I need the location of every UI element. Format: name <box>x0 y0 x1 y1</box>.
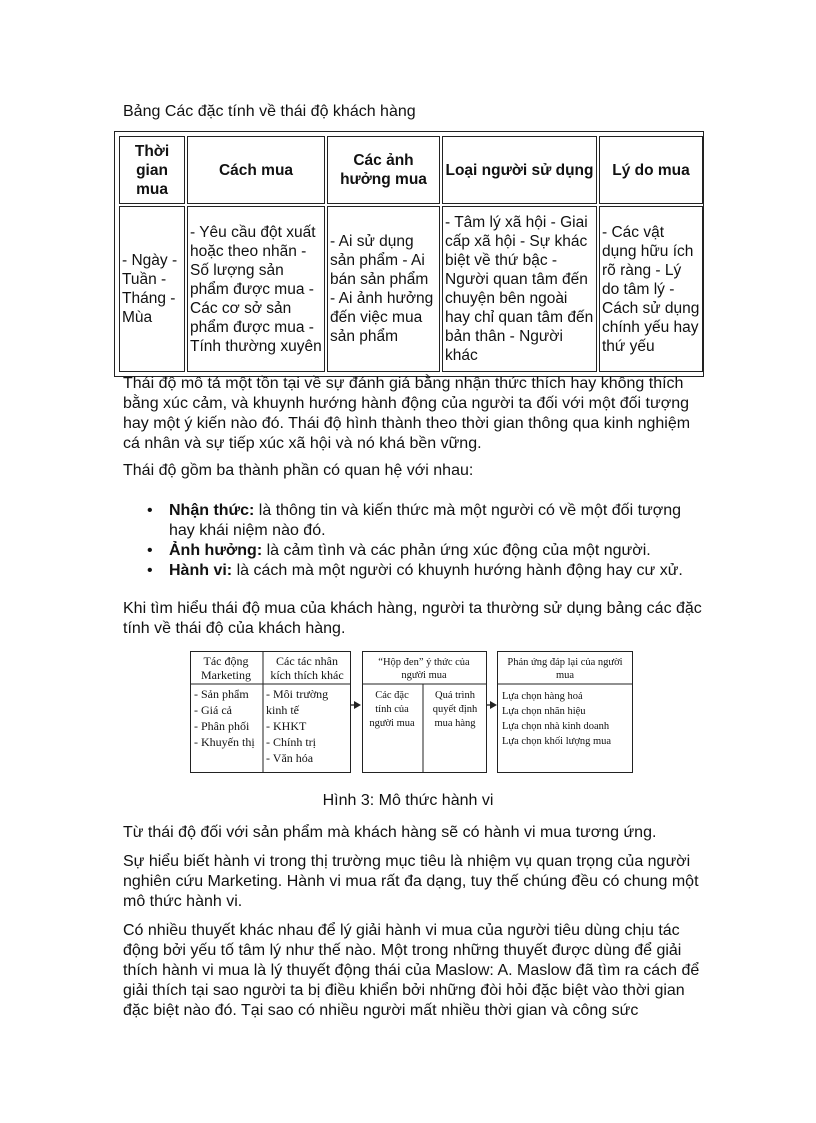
figure-caption: Hình 3: Mô thức hành vi <box>322 792 494 809</box>
marketing-header-line: Marketing <box>201 668 251 682</box>
paragraph-attitude-study: Khi tìm hiểu thái độ mua của khách hàng, người ta thường sử dụng bảng các đặc tính về thái độ của khách hàng. <box>123 600 702 637</box>
marketing-item: - Giá cả <box>194 703 232 717</box>
response-header-line: Phản ứng đáp lại của người <box>507 657 623 668</box>
bullet-icon: • <box>147 502 153 519</box>
other-stimuli-item: kinh tế <box>266 703 299 717</box>
paragraph-behavior-understanding: Sự hiểu biết hành vi trong thị trường mục tiêu là nhiệm vụ quan trọng của người nghiên cứu Marketing. Hành vi mua rất đa dạng, tuy thế chúng đều có chung một mô thức hành vi. <box>123 853 699 910</box>
bullet-icon: • <box>147 542 153 559</box>
component-term: Ảnh hưởng: <box>169 542 263 559</box>
component-description: là cảm tình và các phản ứng xúc động của một người. <box>262 542 651 559</box>
paragraph-components-intro: Thái độ gồm ba thành phần có quan hệ với nhau: <box>123 462 474 479</box>
behavior-model-diagram <box>190 651 634 775</box>
response-header-line: mua <box>555 670 575 681</box>
decision-process-line: Quá trình <box>435 690 475 701</box>
other-stimuli-item: - KHKT <box>266 719 307 733</box>
response-item: Lựa chọn khối lượng mua <box>502 736 612 747</box>
other-stimuli-item: - Chính trị <box>266 735 316 749</box>
buyer-traits-line: người mua <box>369 718 415 729</box>
header-purchase-time: Thời gian mua <box>119 136 185 204</box>
component-description: là thông tin và kiến thức mà một người có về một đối tượng hay khái niệm nào đó. <box>169 502 682 539</box>
black-box-header-line: “Hộp đen” ý thức của <box>378 657 470 668</box>
response-item: Lựa chọn nhà kinh doanh <box>502 721 610 732</box>
other-stimuli-item: - Môi trường <box>266 687 329 701</box>
arrow-right-icon <box>490 701 497 709</box>
component-term: Hành vi: <box>169 562 233 579</box>
components-list <box>147 501 707 581</box>
cell-purchase-method: - Yêu cầu đột xuất hoặc theo nhãn - Số lượng sản phẩm được mua - Các cơ sở sản phẩm được mua - Tính thường xuyên <box>187 206 325 372</box>
black-box-header-line: người mua <box>401 670 447 681</box>
arrow-right-icon <box>354 701 361 709</box>
list-item <box>147 561 707 581</box>
paragraph-attitude-to-behavior: Từ thái độ đối với sản phẩm mà khách hàng sẽ có hành vi mua tương ứng. <box>123 824 657 841</box>
header-purchase-method: Cách mua <box>187 136 325 204</box>
list-item <box>147 501 707 541</box>
marketing-item: - Phân phối <box>194 719 250 733</box>
table-caption: Bảng Các đặc tính về thái độ khách hàng <box>123 103 416 120</box>
cell-purchase-influences: - Ai sử dụng sản phẩm - Ai bán sản phẩm - Ai ảnh hưởng đến việc mua sản phẩm <box>327 206 440 372</box>
marketing-item: - Khuyến thị <box>194 735 255 749</box>
marketing-header-line: Tác động <box>203 654 249 668</box>
table-header-row <box>119 136 703 204</box>
table-row <box>119 206 703 372</box>
cell-purchase-time: - Ngày - Tuần - Tháng - Mùa <box>119 206 185 372</box>
other-stimuli-header-line: Các tác nhân <box>276 654 338 668</box>
paragraph-attitude-definition: Thái độ mô tả một tồn tại về sự đánh giá bằng nhận thức thích hay không thích bằng xúc cảm, và khuynh hướng hành động của người ta đối với một đối tượng hay một ý kiến nào đó. Thái độ hình thành theo thời gian thông qua kinh nghiệm cá nhân và sự tiếp xúc xã hội và nó khá bền vững. <box>123 375 691 452</box>
attitude-table <box>114 131 704 377</box>
list-item <box>147 541 707 561</box>
bullet-icon: • <box>147 562 153 579</box>
decision-process-line: quyết định <box>432 704 478 715</box>
paragraph-maslow: Có nhiều thuyết khác nhau để lý giải hành vi mua của người tiêu dùng chịu tác động bởi yếu tố tâm lý như thế nào. Một trong những thuyết được dùng để giải thích hành vi mua là lý thuyết động thái của Maslow: A. Maslow đã tìm ra cách để giải thích tại sao người ta bị điều khiển bởi những đòi hỏi đặc biệt vào thời gian đặc biệt nào đó. Tại sao có nhiều người mất nhiều thời gian và công sức <box>123 922 700 1019</box>
buyer-traits-line: tính của <box>375 704 409 715</box>
cell-user-type: - Tâm lý xã hội - Giai cấp xã hội - Sự khác biệt về thứ bậc - Người quan tâm đến chuyện bên ngoài hay chỉ quan tâm đến bản thân - Người khác <box>442 206 597 372</box>
other-stimuli-header-line: kích thích khác <box>270 668 344 682</box>
cell-purchase-reason: - Các vật dụng hữu ích rõ ràng - Lý do tâm lý - Cách sử dụng chính yếu hay thứ yếu <box>599 206 703 372</box>
header-user-type: Loại người sử dụng <box>442 136 597 204</box>
buyer-traits-line: Các đặc <box>375 690 409 701</box>
response-item: Lựa chọn nhãn hiệu <box>502 706 586 717</box>
header-purchase-reason: Lý do mua <box>599 136 703 204</box>
component-description: là cách mà một người có khuynh hướng hành động hay cư xử. <box>232 562 683 579</box>
other-stimuli-item: - Văn hóa <box>266 751 314 765</box>
response-item: Lựa chọn hàng hoá <box>502 691 583 702</box>
component-term: Nhận thức: <box>169 502 255 519</box>
marketing-item: - Sản phẩm <box>194 687 249 701</box>
decision-process-line: mua hàng <box>434 718 476 729</box>
header-purchase-influences: Các ảnh hưởng mua <box>327 136 440 204</box>
